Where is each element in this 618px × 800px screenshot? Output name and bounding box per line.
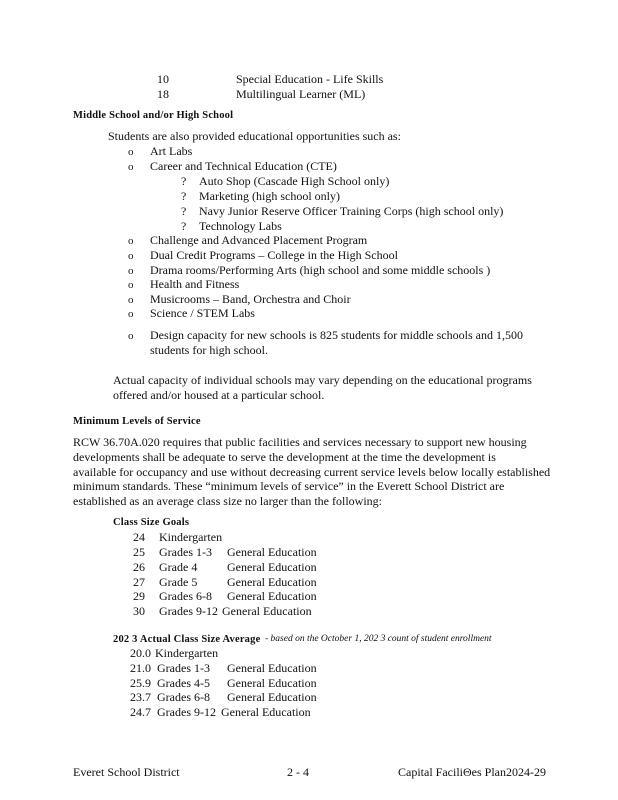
cte-item: Technology Labs [199,219,282,233]
avg-grade: Grades 1-3 [157,661,210,675]
top-row-label: Special Education - Life Skills [236,72,384,86]
goal-num: 25 [133,545,145,559]
capacity-text: Design capacity for new schools is 825 students for middle schools and 1,500 [150,328,523,342]
avg-type: General Education [221,705,311,719]
list-item: Career and Technical Education (CTE) [150,159,337,173]
cte-item: Auto Shop (Cascade High School only) [199,174,390,188]
goal-num: 26 [133,560,145,574]
goal-grade: Grade 4 [159,560,198,574]
footer-district: Everet School District [73,765,180,779]
list-item: Challenge and Advanced Placement Program [150,233,368,247]
cte-marker: ? [181,174,187,188]
avg-num: 20.0 [130,646,151,660]
section-heading-ms-hs: Middle School and/or High School [73,110,234,121]
bullet-marker [90,516,98,531]
goal-grade: Grade 5 [159,575,198,589]
avg-type: General Education [227,661,317,675]
avg-grade: Kindergarten [155,646,219,660]
paragraph-line: developments shall be adequate to serve the development at the time the development is [73,450,496,464]
goal-num: 27 [133,575,145,589]
top-row-num: 10 [157,72,169,86]
avg-type: General Education [227,690,317,704]
goal-type: General Education [227,589,317,603]
actual-capacity-text: Actual capacity of individual schools may vary depending on the educational programs [113,373,532,387]
list-item: Health and Fitness [150,277,240,291]
paragraph-line: established as an average class size no larger than the following: [73,494,383,508]
actual-avg-note: - based on the October 1, 202 3 count of student enrollment [265,634,492,644]
actual-capacity-text: offered and/or housed at a particular school. [113,388,325,402]
goal-grade: Grades 9-12 [159,604,218,618]
avg-num: 25.9 [130,676,151,690]
list-item: Art Labs [150,144,193,158]
top-row-num: 18 [157,87,169,101]
avg-num: 23.7 [130,690,151,704]
footer-page-number: 2 - 4 [287,765,309,779]
goal-grade: Kindergarten [159,530,223,544]
top-row-label: Multilingual Learner (ML) [236,87,366,101]
goal-num: 24 [133,530,145,544]
cte-marker: ? [181,219,187,233]
paragraph-line: minimum standards. These “minimum levels of service” in the Everett School District are [73,479,505,493]
sub-bullet: o [128,161,134,173]
goal-type: General Education [227,560,317,574]
sub-bullet: o [128,294,134,306]
avg-type: General Education [227,676,317,690]
cte-item: Navy Junior Reserve Officer Training Corps (high school only) [199,204,504,218]
goal-num: 30 [133,604,145,618]
sub-bullet: o [128,146,134,158]
actual-avg-title: 202 3 Actual Class Size Average [113,634,261,645]
sub-bullet: o [128,265,134,277]
opportunities-intro: Students are also provided educational opportunities such as: [108,129,401,143]
goal-type: General Education [227,575,317,589]
bullet-marker [90,374,98,389]
goal-type: General Education [227,545,317,559]
bullet-marker [90,633,98,648]
goal-grade: Grades 6-8 [159,589,212,603]
avg-grade: Grades 9-12 [157,705,216,719]
cte-marker: ? [181,189,187,203]
goal-grade: Grades 1-3 [159,545,212,559]
list-item: Drama rooms/Performing Arts (high school and some middle schools ) [150,263,491,277]
list-item: Dual Credit Programs – College in the High School [150,248,398,262]
sub-bullet: o [128,308,134,320]
goal-type: General Education [222,604,312,618]
list-item: Science / STEM Labs [150,306,255,320]
paragraph-line: RCW 36.70A.020 requires that public facilities and services necessary to support new housing [73,435,527,449]
sub-bullet: o [128,330,134,342]
bullet-marker [90,129,98,144]
cte-marker: ? [181,204,187,218]
sub-bullet: o [128,250,134,262]
sub-bullet: o [128,235,134,247]
capacity-text: students for high school. [150,343,268,357]
section-heading-min-service: Minimum Levels of Service [73,416,201,427]
avg-grade: Grades 4-5 [157,676,210,690]
class-size-goals-title: Class Size Goals [113,517,190,528]
cte-item: Marketing (high school only) [199,189,340,203]
avg-grade: Grades 6-8 [157,690,210,704]
avg-num: 24.7 [130,705,151,719]
avg-num: 21.0 [130,661,151,675]
goal-num: 29 [133,589,145,603]
sub-bullet: o [128,279,134,291]
paragraph-line: available for occupancy and use without decreasing current service levels below locally established [73,465,551,479]
list-item: Musicrooms – Band, Orchestra and Choir [150,292,351,306]
footer-plan-title: Capital FaciliΘes Plan2024-29 [398,765,546,779]
